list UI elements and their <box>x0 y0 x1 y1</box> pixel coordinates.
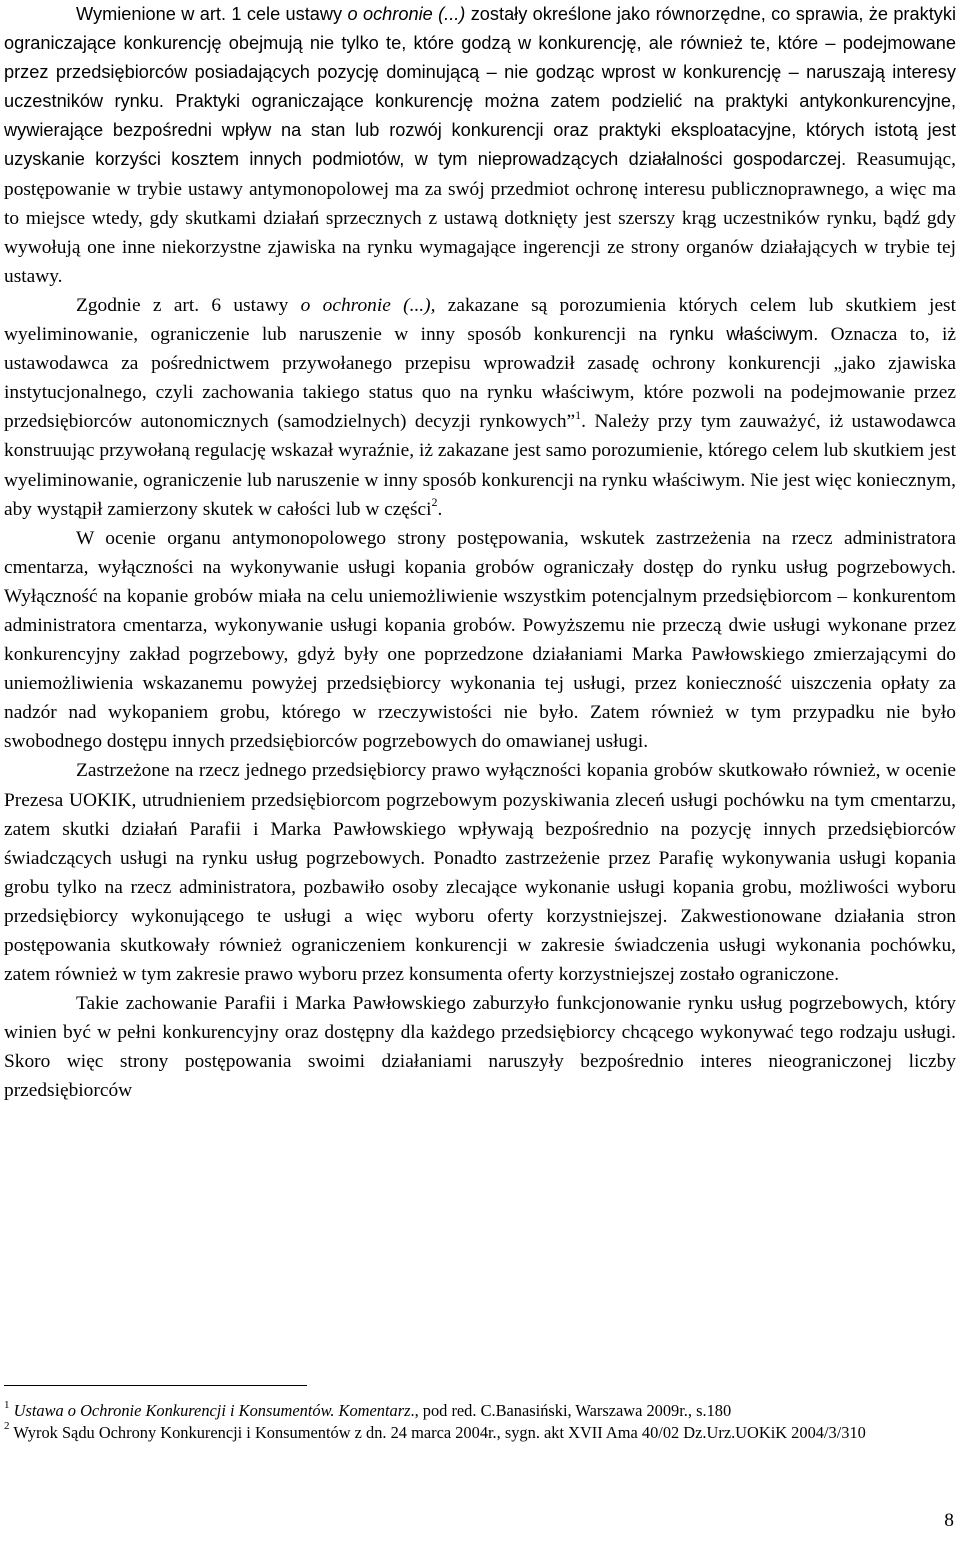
paragraph-1 <box>4 0 956 291</box>
footnote-1-title: Ustawa o Ochronie Konkurencji i Konsumentów. Komentarz <box>13 1401 411 1420</box>
paragraph-4: Zastrzeżone na rzecz jednego przedsiębiorcy prawo wyłączności kopania grobów skutkowało również, w ocenie Prezesa UOKIK, utrudnieniem przedsiębiorcom pogrzebowym pozyskiwania zleceń usługi pochówku na tym cmentarzu, zatem skutki działań Parafii i Marka Pawłowskiego wpływają bezpośrednio na pozycję innych przedsiębiorców świadczących usługi na rynku usług pogrzebowych. Ponadto zastrzeżenie przez Parafię wykonywania usługi kopania grobu tylko na rzecz administratora, pozbawiło osoby zlecające wykonanie usługi kopania grobu, możliwości wyboru przedsiębiorcy wykonującego te usługi a więc wyboru oferty korzystniejszej. Zakwestionowane działania stron postępowania skutkowały również ograniczeniem konkurencji w zakresie świadczenia usługi wykonania pochówku, zatem również w tym zakresie prawo wyboru przez konsumenta oferty korzystniejszej zostało ograniczone. <box>4 760 956 986</box>
p2-observation-text: . Należy przy tym zauważyć, iż ustawodawca konstruując przywołaną regulację wskazał wyraźnie, iż zakazane jest samo porozumienie, którego celem lub skutkiem jest wyeliminowanie, ograniczenie lub naruszenie w inny sposób konkurencji na rynku właściwym. <box>4 411 956 491</box>
paragraph-3: W ocenie organu antymonopolowego strony postępowania, wskutek zastrzeżenia na rzecz administratora cmentarza, wyłączności na wykonywanie usługi kopania grobów ograniczały dostęp do rynku usług pogrzebowych. Wyłączność na kopanie grobów miała na celu uniemożliwienie wszystkim potencjalnym przedsiębiorcom – konkurentom administratora cmentarza, wykonywanie usługi kopania grobów. Powyższemu nie przeczą dwie usługi wykonane przez konkurencyjny zakład pogrzebowy, gdyż były one poprzedzone działaniami Marka Pawłowskiego zmierzającymi do uniemożliwienia wskazanemu powyżej przedsiębiorcy wykonania tej usługi, przez konieczność uiszczenia opłaty za nadzór nad wykopaniem grobu, którego w rzeczywistości nie było. Zatem również w tym przypadku nie było swobodnego dostępu innych przedsiębiorców pogrzebowych do omawianej usługi. <box>4 527 956 753</box>
footnote-1 <box>4 1400 956 1422</box>
p2-act-title: o ochronie (...), <box>300 294 436 316</box>
p2-conclusion-text: Nie jest więc koniecznym, aby wystąpił zamierzony skutek w całości lub w części <box>4 469 956 520</box>
p1-summary-text: Reasumując, postępowanie w trybie ustawy antymonopolowej ma za swój przedmiot ochronę interesu publicznoprawnego, a więc ma to miejsce wtedy, gdy skutkami działań sprzecznych z ustawą dotknięty jest szerszy krąg uczestników rynku, bądź gdy wywołują one inne niekorzystne zjawiska na rynku wymagające ingerencji ze strony organów działających w trybie tej ustawy. <box>4 149 956 287</box>
footnote-1-number: 1 <box>4 1398 10 1411</box>
p2-market-text: rynku właściwym. <box>669 324 819 345</box>
footnote-ref-2: 2 <box>431 495 438 510</box>
footnote-separator <box>4 1385 307 1386</box>
footnote-1-text: ., pod red. C.Banasiński, Warszawa 2009r., s.180 <box>410 1401 732 1420</box>
footnote-2-text: Wyrok Sądu Ochrony Konkurencji i Konsumentów z dn. 24 marca 2004r., sygn. akt XVII Ama 40/02 Dz.Urz.UOKiK 2004/3/310 <box>13 1422 866 1442</box>
footnote-2-number: 2 <box>4 1420 10 1433</box>
p1-main-text: zostały określone jako równorzędne, co sprawia, że praktyki ograniczające konkurencję obejmują nie tylko te, które godzą w konkurencję, ale również te, które – podejmowane przez przedsiębiorców posiadających pozycję dominującą – nie godząc wprost w konkurencję – naruszają interesy uczestników rynku. Praktyki ograniczające konkurencję można zatem podzielić na praktyki antykonkurencyjne, wywierające bezpośredni wpływ na stan lub rozwój konkurencji oraz praktyki eksploatacyjne, których istotą jest uzyskanie korzyści kosztem innych podmiotów, w tym nieprowadzących działalności gospodarczej. <box>4 4 956 170</box>
paragraph-5: Takie zachowanie Parafii i Marka Pawłowskiego zaburzyło funkcjonowanie rynku usług pogrzebowych, który winien być w pełni konkurencyjny oraz dostępny dla każdego przedsiębiorcy chcącego wykonywać tego rodzaju usługi. Skoro więc strony postępowania swoimi działaniami naruszyły bezpośrednio interes nieograniczonej liczby przedsiębiorców <box>4 993 956 1102</box>
p1-act-title: o ochronie (...) <box>347 4 466 24</box>
p2-main-text: zakazane są porozumienia których celem lub skutkiem jest wyeliminowanie, ograniczenie lub naruszenie w inny sposób konkurencji na <box>4 294 956 346</box>
paragraph-2 <box>4 291 956 524</box>
document-body <box>4 0 956 1106</box>
p2-end-period: . <box>437 498 443 520</box>
page-number: 8 <box>944 1510 954 1531</box>
footnote-ref-1: 1 <box>575 407 582 422</box>
p1-intro-text: Wymienione w art. 1 cele ustawy <box>76 4 348 24</box>
p2-intro-text: Zgodnie z art. 6 ustawy <box>76 294 301 316</box>
footnote-2 <box>4 1422 956 1444</box>
p2-quote-text: Oznacza to, iż ustawodawca za pośrednictwem przywołanego przepisu wprowadził zasadę ochrony konkurencji „jako zjawiska instytucjonalnego, czyli zachowania takiego status quo na rynku właściwym, które pozwoli na podejmowanie przez przedsiębiorców autonomicznych (samodzielnych) decyzji rynkowych” <box>4 324 956 433</box>
footnotes <box>4 1400 956 1443</box>
